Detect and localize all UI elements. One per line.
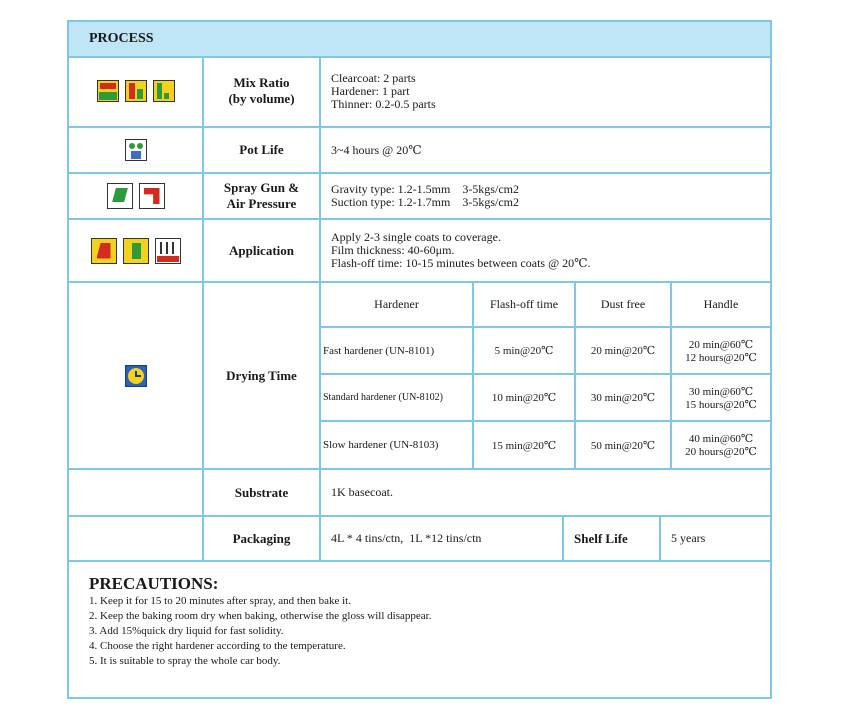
packaging-label: Packaging <box>232 530 291 546</box>
application-icons <box>69 220 202 281</box>
flash-off-value: 10 min@20℃ <box>473 374 575 421</box>
application-spray-icon <box>123 238 149 264</box>
spray-gun-values: Gravity type: 1.2-1.5mm 3-5kgs/cm2 Suction type: 1.2-1.7mm 3-5kgs/cm2 <box>331 182 519 209</box>
pot-life-icon <box>125 139 147 161</box>
hardener-name: Fast hardener (UN-8101) <box>321 327 473 374</box>
col-handle: Handle <box>671 283 770 327</box>
spray-gun-red-icon <box>139 183 165 209</box>
spray-gun-icons <box>69 174 202 218</box>
drying-time-table <box>321 283 770 468</box>
pot-life-value: 3~4 hours @ 20℃ <box>331 142 422 157</box>
spray-gun-row <box>69 174 770 220</box>
drying-time-label: Drying Time <box>226 367 297 383</box>
hardener-name: Slow hardener (UN-8103) <box>321 421 473 468</box>
precautions-title: PRECAUTIONS: <box>89 574 219 593</box>
process-sheet <box>67 20 772 699</box>
pot-life-label: Pot Life <box>239 142 284 157</box>
precaution-item: 2. Keep the baking room dry when baking, otherwise the gloss will disappear. <box>89 610 432 622</box>
hardener-name: Standard hardener (UN-8102) <box>321 374 473 421</box>
col-hardener: Hardener <box>321 283 473 327</box>
col-dust-free: Dust free <box>575 283 671 327</box>
handle-value: 20 min@60℃ 12 hours@20℃ <box>671 327 770 374</box>
drying-row-slow <box>321 421 770 468</box>
shelf-life-label: Shelf Life <box>574 531 628 546</box>
dust-free-value: 50 min@20℃ <box>575 421 671 468</box>
clock-icon <box>125 365 147 387</box>
shelf-life-value: 5 years <box>671 531 706 545</box>
application-label: Application <box>228 242 294 258</box>
mix-ratio-row <box>69 56 770 128</box>
col-flash-off: Flash-off time <box>473 283 575 327</box>
mix-ratio-icons <box>69 56 202 126</box>
precaution-item: 4. Choose the right hardener according to the temperature. <box>89 640 346 652</box>
application-values: Apply 2-3 single coats to coverage. Film thickness: 40-60μm. Flash-off time: 10-15 minutes between coats @ 20℃. <box>331 230 591 270</box>
application-layers-icon <box>155 238 181 264</box>
mix-plus-icon <box>97 80 119 102</box>
application-row <box>69 220 770 283</box>
application-coat-icon <box>91 238 117 264</box>
packaging-row <box>69 517 770 562</box>
precaution-item: 1. Keep it for 15 to 20 minutes after spray, and then bake it. <box>89 595 351 607</box>
flash-off-value: 5 min@20℃ <box>473 327 575 374</box>
precautions <box>89 574 431 669</box>
dust-free-value: 20 min@20℃ <box>575 327 671 374</box>
flash-off-value: 15 min@20℃ <box>473 421 575 468</box>
handle-value: 30 min@60℃ 15 hours@20℃ <box>671 374 770 421</box>
precaution-item: 3. Add 15%quick dry liquid for fast solidity. <box>89 625 284 637</box>
mix-ratio-values: Clearcoat: 2 parts Hardener: 1 part Thinner: 0.2-0.5 parts <box>331 70 436 111</box>
mix-ratio-label: Mix Ratio (by volume) <box>228 75 295 106</box>
drying-header-row <box>321 283 770 327</box>
packaging-value: 4L * 4 tins/ctn, 1L *12 tins/ctn <box>331 531 482 545</box>
process-header <box>69 22 770 58</box>
substrate-value: 1K basecoat. <box>331 485 393 499</box>
mix-ratio-bars-icon <box>153 80 175 102</box>
spray-gun-label: Spray Gun & Air Pressure <box>223 180 300 211</box>
mix-bars-icon <box>125 80 147 102</box>
dust-free-value: 30 min@20℃ <box>575 374 671 421</box>
handle-value: 40 min@60℃ 20 hours@20℃ <box>671 421 770 468</box>
precaution-item: 5. It is suitable to spray the whole car body. <box>89 655 281 667</box>
pot-life-row <box>69 128 770 174</box>
substrate-row <box>69 470 770 517</box>
drying-row-fast <box>321 327 770 374</box>
process-title: PROCESS <box>89 31 154 46</box>
substrate-label: Substrate <box>234 484 289 500</box>
spray-gun-green-icon <box>107 183 133 209</box>
drying-time-row <box>69 283 770 470</box>
drying-row-standard <box>321 374 770 421</box>
